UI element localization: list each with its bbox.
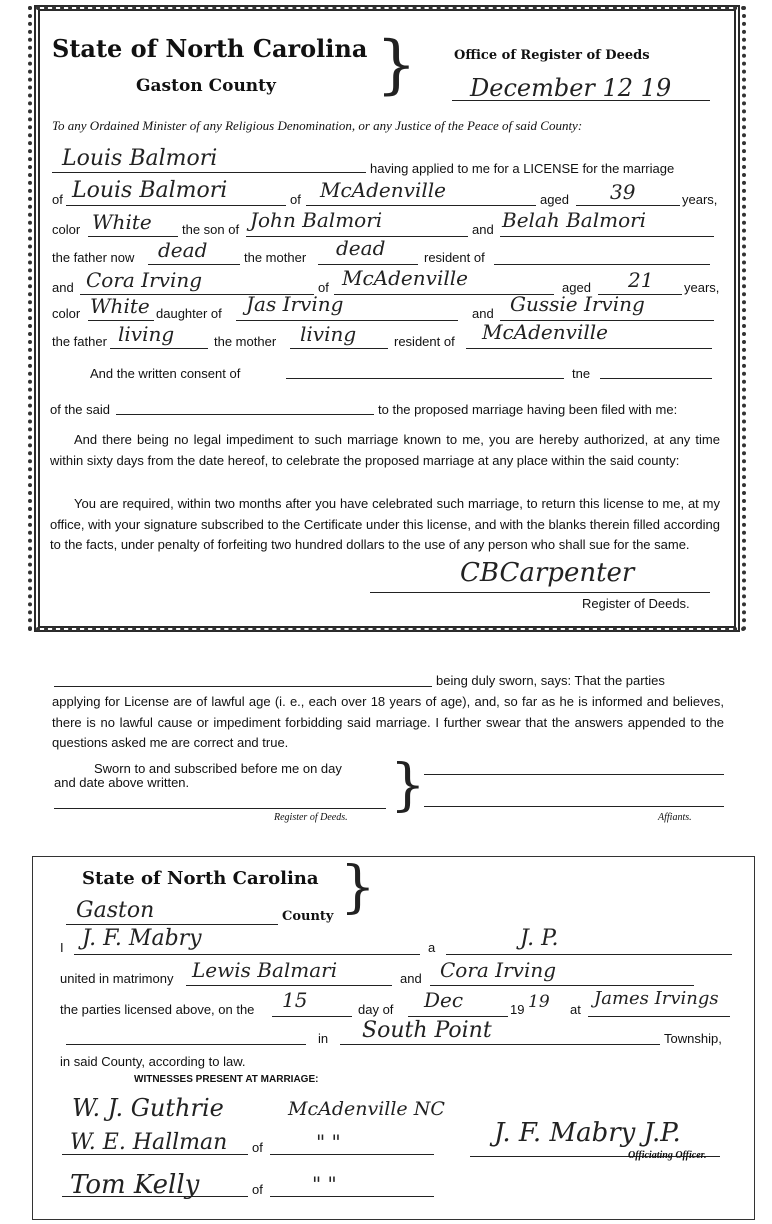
groom-color: White	[92, 210, 152, 234]
requirement-paragraph: You are required, within two months after you have celebrated such marriage, to return this license to me, at my office, with your signature subscribed to the Certificate under this license, and with the blanks therein filled according to the facts, under penalty of forfeiting two hundred dollars to the use of any person who shall sue for the same.	[50, 496, 720, 552]
bride-color: White	[90, 294, 150, 318]
license-county: Gaston County	[136, 76, 276, 96]
bride-age: 21	[628, 268, 654, 292]
witness-1-place: McAdenville NC	[288, 1098, 445, 1120]
groom-resident-line	[494, 264, 710, 265]
certificate-and-label: and	[400, 971, 422, 986]
officiant-title: J. P.	[520, 926, 559, 951]
i-label: I	[60, 940, 64, 955]
authorization-paragraph: And there being no legal impediment to such marriage known to me, you are hereby authorized, at any time within sixty days from the date hereof, to celebrate the proposed marriage at any place within the said county:	[50, 432, 720, 468]
officiating-label: Officiating Officer.	[628, 1150, 707, 1161]
years-label-2: years,	[684, 280, 720, 295]
daughter-of-label: daughter of	[156, 306, 222, 321]
groom-residence-line	[306, 205, 536, 206]
bride-mother-status: living	[300, 322, 357, 346]
witness-3: Tom Kelly	[70, 1170, 200, 1200]
bride-color-line	[88, 320, 154, 321]
sworn-before-text: Sworn to and subscribed before me on day	[94, 761, 342, 776]
certificate-brace: }	[340, 855, 376, 920]
day-of-label: day of	[358, 1002, 394, 1017]
witness-2: W. E. Hallman	[70, 1130, 228, 1155]
groom-father: John Balmori	[250, 208, 383, 232]
witness-3-place: " "	[312, 1172, 337, 1196]
aged-label: aged	[540, 192, 569, 207]
groom-residence: McAdenville	[320, 178, 446, 202]
officiant-name: J. F. Mabry	[82, 926, 202, 951]
united-label: united in matrimony	[60, 971, 174, 986]
son-of-label: the son of	[182, 222, 240, 237]
groom-mother-line	[500, 236, 714, 237]
bride-name: Cora Irving	[86, 268, 203, 292]
of-label-3: of	[318, 280, 329, 295]
and-label: and	[472, 222, 494, 237]
of-label: of	[52, 192, 63, 207]
affiant-line-2	[424, 806, 724, 807]
resident-of-label: resident of	[424, 250, 485, 265]
officiating-signature: J. F. Mabry J.P.	[494, 1118, 681, 1148]
color-label: color	[52, 222, 81, 237]
bride-residence: McAdenville	[342, 266, 468, 290]
certificate-bride-line	[430, 985, 694, 986]
witness-2-place-line	[270, 1154, 434, 1155]
date-above-text: and date above written.	[54, 775, 190, 790]
witness-2-place: " "	[316, 1130, 341, 1154]
officiant-line	[74, 954, 420, 955]
officiant-title-line	[446, 954, 732, 955]
certificate-month: Dec	[424, 988, 464, 1012]
of-label-2: of	[290, 192, 301, 207]
certificate-place-line	[588, 1016, 730, 1017]
witness-1: W. J. Guthrie	[72, 1094, 224, 1122]
bride-resident-line	[466, 348, 712, 349]
township-label: Township,	[664, 1031, 722, 1046]
the-father-label: the father	[52, 334, 107, 349]
consent-line	[286, 378, 564, 379]
license-state-title: State of North Carolina	[52, 34, 368, 63]
affidavit-brace: }	[390, 753, 426, 818]
bride-resident: McAdenville	[482, 320, 608, 344]
at-label: at	[570, 1002, 581, 1017]
groom-mother: Belah Balmori	[502, 208, 647, 232]
register-signature-line	[370, 592, 710, 593]
register-label: Register of Deeds.	[582, 596, 690, 611]
witness-3-place-line	[270, 1196, 434, 1197]
color-label-2: color	[52, 306, 81, 321]
said-line	[116, 414, 374, 415]
affiants-label: Affiants.	[658, 812, 692, 823]
aged-label-2: aged	[562, 280, 591, 295]
and-prefix: and	[52, 280, 74, 295]
proposed-filed-text: to the proposed marriage having been filed with me:	[378, 402, 678, 417]
resident-of-label-2: resident of	[394, 334, 455, 349]
in-label: in	[318, 1031, 329, 1046]
certificate-county: Gaston	[76, 898, 155, 923]
groom-name: Louis Balmori	[72, 178, 228, 203]
certificate-groom-line	[186, 985, 392, 986]
licensed-label: the parties licensed above, on the	[60, 1002, 255, 1017]
bride-father-status-line	[110, 348, 208, 349]
the-mother-label-2: the mother	[214, 334, 277, 349]
certificate-day: 15	[282, 988, 308, 1012]
address-line: To any Ordained Minister of any Religious Denomination, or any Justice of the Peace of said County:	[52, 118, 583, 133]
the-mother-label: the mother	[244, 250, 307, 265]
certificate-county-line	[66, 924, 278, 925]
applicant-line	[52, 172, 366, 173]
certificate-place: James Irvings	[594, 988, 719, 1009]
year-prefix: 19	[510, 1002, 525, 1017]
witness-2-line	[62, 1154, 248, 1155]
certificate-township-line	[340, 1044, 660, 1045]
groom-age: 39	[610, 180, 636, 204]
bride-mother: Gussie Irving	[510, 292, 645, 316]
said-county-text: in said County, according to law.	[60, 1054, 246, 1069]
witness-2-of-label: of	[252, 1140, 263, 1155]
certificate-year: 19	[528, 992, 550, 1012]
groom-father-status: dead	[158, 238, 208, 262]
affiant-line-1	[424, 774, 724, 775]
a-label: a	[428, 940, 436, 955]
certificate-county-label: County	[282, 909, 334, 924]
tne-label: tne	[572, 366, 591, 381]
bride-mother-status-line	[290, 348, 388, 349]
register-affidavit-line	[54, 808, 386, 809]
witness-3-of-label: of	[252, 1182, 263, 1197]
groom-name-line	[66, 205, 286, 206]
office-label: Office of Register of Deeds	[454, 48, 650, 63]
certificate-bride: Cora Irving	[440, 958, 557, 982]
certificate-day-line	[272, 1016, 352, 1017]
groom-father-status-line	[148, 264, 240, 265]
sworn-text-rest: applying for License are of lawful age (i. e., each over 18 years of age), and, so far as he is informed and believes, there is no lawful cause or impediment forbidding said marriage. I further swear that the answers appended to the questions asked me are correct and true.	[52, 694, 724, 750]
having-applied-text: having applied to me for a LICENSE for the marriage	[370, 161, 675, 176]
consent-label: And the written consent of	[90, 366, 241, 381]
certificate-state-title: State of North Carolina	[82, 868, 319, 889]
certificate-groom: Lewis Balmari	[192, 958, 338, 982]
certificate-place-line-2	[66, 1044, 306, 1045]
sworn-text-first: being duly sworn, says: That the parties	[436, 673, 665, 688]
and-label-2: and	[472, 306, 494, 321]
header-brace: }	[376, 28, 417, 102]
of-the-said-label: of the said	[50, 402, 110, 417]
groom-color-line	[88, 236, 178, 237]
witness-3-line	[62, 1196, 248, 1197]
bride-father-line	[236, 320, 458, 321]
groom-mother-status: dead	[336, 236, 386, 260]
bride-father: Jas Irving	[246, 292, 344, 316]
father-now-label: the father now	[52, 250, 135, 265]
bride-father-status: living	[118, 322, 175, 346]
date-line	[452, 100, 710, 101]
consent-line-2	[600, 378, 712, 379]
affiant-name-line	[54, 686, 432, 687]
groom-mother-status-line	[318, 264, 418, 265]
certificate-month-line	[408, 1016, 508, 1017]
license-date: December 12 19	[470, 74, 672, 102]
register-signature: CBCarpenter	[460, 558, 635, 588]
affidavit-register-label: Register of Deeds.	[274, 812, 348, 823]
groom-age-line	[576, 205, 680, 206]
years-label: years,	[682, 192, 718, 207]
applicant-name: Louis Balmori	[62, 146, 218, 171]
certificate-township: South Point	[362, 1018, 492, 1043]
witnesses-label: WITNESSES PRESENT AT MARRIAGE:	[134, 1074, 319, 1085]
